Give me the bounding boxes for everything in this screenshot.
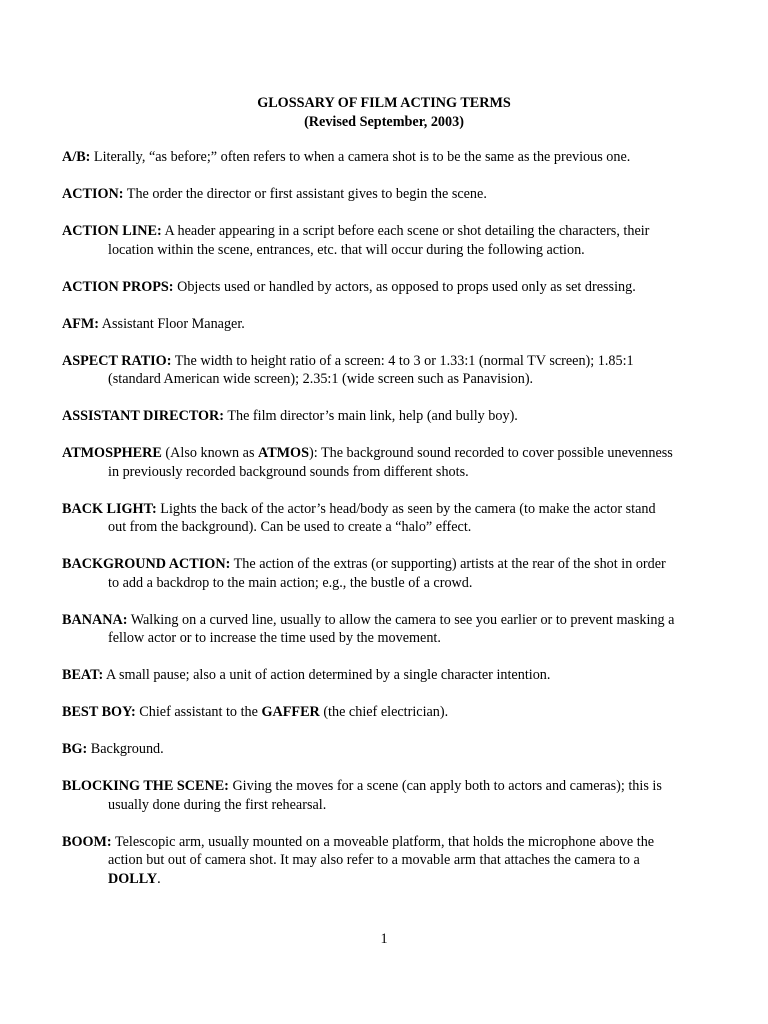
entry-definition: The width to height ratio of a screen: 4 to 3 or 1.33:1 (normal TV screen); 1.85:1 xyxy=(171,352,634,369)
glossary-entry xyxy=(62,148,722,167)
glossary-entry xyxy=(62,352,722,389)
entry-definition: Objects used or handled by actors, as opposed to props used only as set dressing. xyxy=(173,278,636,295)
entry-definition: Assistant Floor Manager. xyxy=(99,315,245,332)
entry-term: A/B: xyxy=(62,149,91,165)
entry-definition-continued: out from the background). Can be used to create a “halo” effect. xyxy=(108,519,472,535)
document-header xyxy=(0,94,768,131)
entry-definition-end: . xyxy=(157,870,161,887)
glossary-entry xyxy=(62,777,722,814)
glossary-entry xyxy=(62,500,722,537)
glossary-entry xyxy=(62,833,722,889)
entry-definition-continued: location within the scene, entrances, etc. that will occur during the following action. xyxy=(108,241,585,258)
entry-definition-continued: (standard American wide screen); 2.35:1 (wide screen such as Panavision). xyxy=(108,371,534,387)
entry-definition: ): The background sound recorded to cover possible unevenness xyxy=(309,445,673,461)
entry-term: BOOM: xyxy=(62,833,112,850)
entry-term: BEST BOY: xyxy=(62,704,136,720)
entry-definition: Giving the moves for a scene (can apply both to actors and cameras); this is xyxy=(228,778,662,794)
entry-definition-continued: to add a backdrop to the main action; e.g., the bustle of a crowd. xyxy=(108,574,473,591)
glossary-entry xyxy=(62,222,722,259)
entry-related-term: ATMOS xyxy=(258,445,309,461)
entry-term: BACKGROUND ACTION: xyxy=(62,556,231,572)
entry-definition-prefix: Chief assistant to the xyxy=(135,704,262,720)
entry-term: ACTION: xyxy=(62,186,124,202)
glossary-entry xyxy=(62,611,722,648)
document-title: GLOSSARY OF FILM ACTING TERMS xyxy=(257,95,511,111)
entry-definition: The film director’s main link, help (and bully boy). xyxy=(224,408,518,424)
entry-definition: A header appearing in a script before each scene or shot detailing the characters, their xyxy=(161,223,650,239)
entry-term: BANANA: xyxy=(62,611,128,628)
entry-term: ACTION PROPS: xyxy=(62,278,174,295)
glossary-entry xyxy=(62,740,722,759)
entry-definition: The action of the extras (or supporting) artists at the rear of the shot in order xyxy=(230,556,666,572)
entry-term: ASSISTANT DIRECTOR: xyxy=(62,408,225,424)
entry-definition: Lights the back of the actor’s head/body as seen by the camera (to make the actor stand xyxy=(156,500,656,517)
entry-definition-prefix: (Also known as xyxy=(161,445,259,461)
entry-related-term: GAFFER xyxy=(261,704,320,720)
page-number: 1 xyxy=(380,931,388,947)
entry-related-term: DOLLY xyxy=(108,870,158,887)
entry-definition-continued xyxy=(62,870,722,889)
entry-term: ASPECT RATIO: xyxy=(62,352,172,369)
entry-definition: Literally, “as before;” often refers to when a camera shot is to be the same as the previous one. xyxy=(90,149,631,165)
glossary-list xyxy=(62,148,722,888)
glossary-entry xyxy=(62,703,722,722)
entry-definition-continued: action but out of camera shot. It may also refer to a movable arm that attaches the camera to a xyxy=(108,852,640,868)
glossary-entry xyxy=(62,315,722,334)
entry-definition-continued: in previously recorded background sounds from different shots. xyxy=(108,463,469,480)
glossary-entry xyxy=(62,407,722,426)
entry-definition: (the chief electrician). xyxy=(319,704,449,720)
entry-term: ATMOSPHERE xyxy=(62,445,162,461)
entry-term: BG: xyxy=(62,741,88,757)
entry-definition: The order the director or first assistant gives to begin the scene. xyxy=(123,186,487,202)
document-subtitle: (Revised September, 2003) xyxy=(304,113,464,130)
glossary-entry xyxy=(62,666,722,685)
entry-definition-continued: usually done during the first rehearsal. xyxy=(108,796,327,813)
entry-definition: Walking on a curved line, usually to allow the camera to see you earlier or to prevent masking a xyxy=(127,611,675,628)
entry-term: ACTION LINE: xyxy=(62,223,162,239)
entry-definition: Background. xyxy=(87,741,164,757)
entry-definition-continued: fellow actor or to increase the time used by the movement. xyxy=(108,630,441,646)
entry-term: BEAT: xyxy=(62,667,104,683)
entry-term: BLOCKING THE SCENE: xyxy=(62,778,229,794)
entry-term: AFM: xyxy=(62,315,100,332)
entry-term: BACK LIGHT: xyxy=(62,500,157,517)
glossary-entry xyxy=(62,185,722,204)
glossary-entry xyxy=(62,555,722,592)
glossary-entry xyxy=(62,278,722,297)
entry-definition: Telescopic arm, usually mounted on a moveable platform, that holds the microphone above the xyxy=(111,833,655,850)
glossary-entry xyxy=(62,444,722,481)
entry-definition: A small pause; also a unit of action determined by a single character intention. xyxy=(103,667,551,683)
